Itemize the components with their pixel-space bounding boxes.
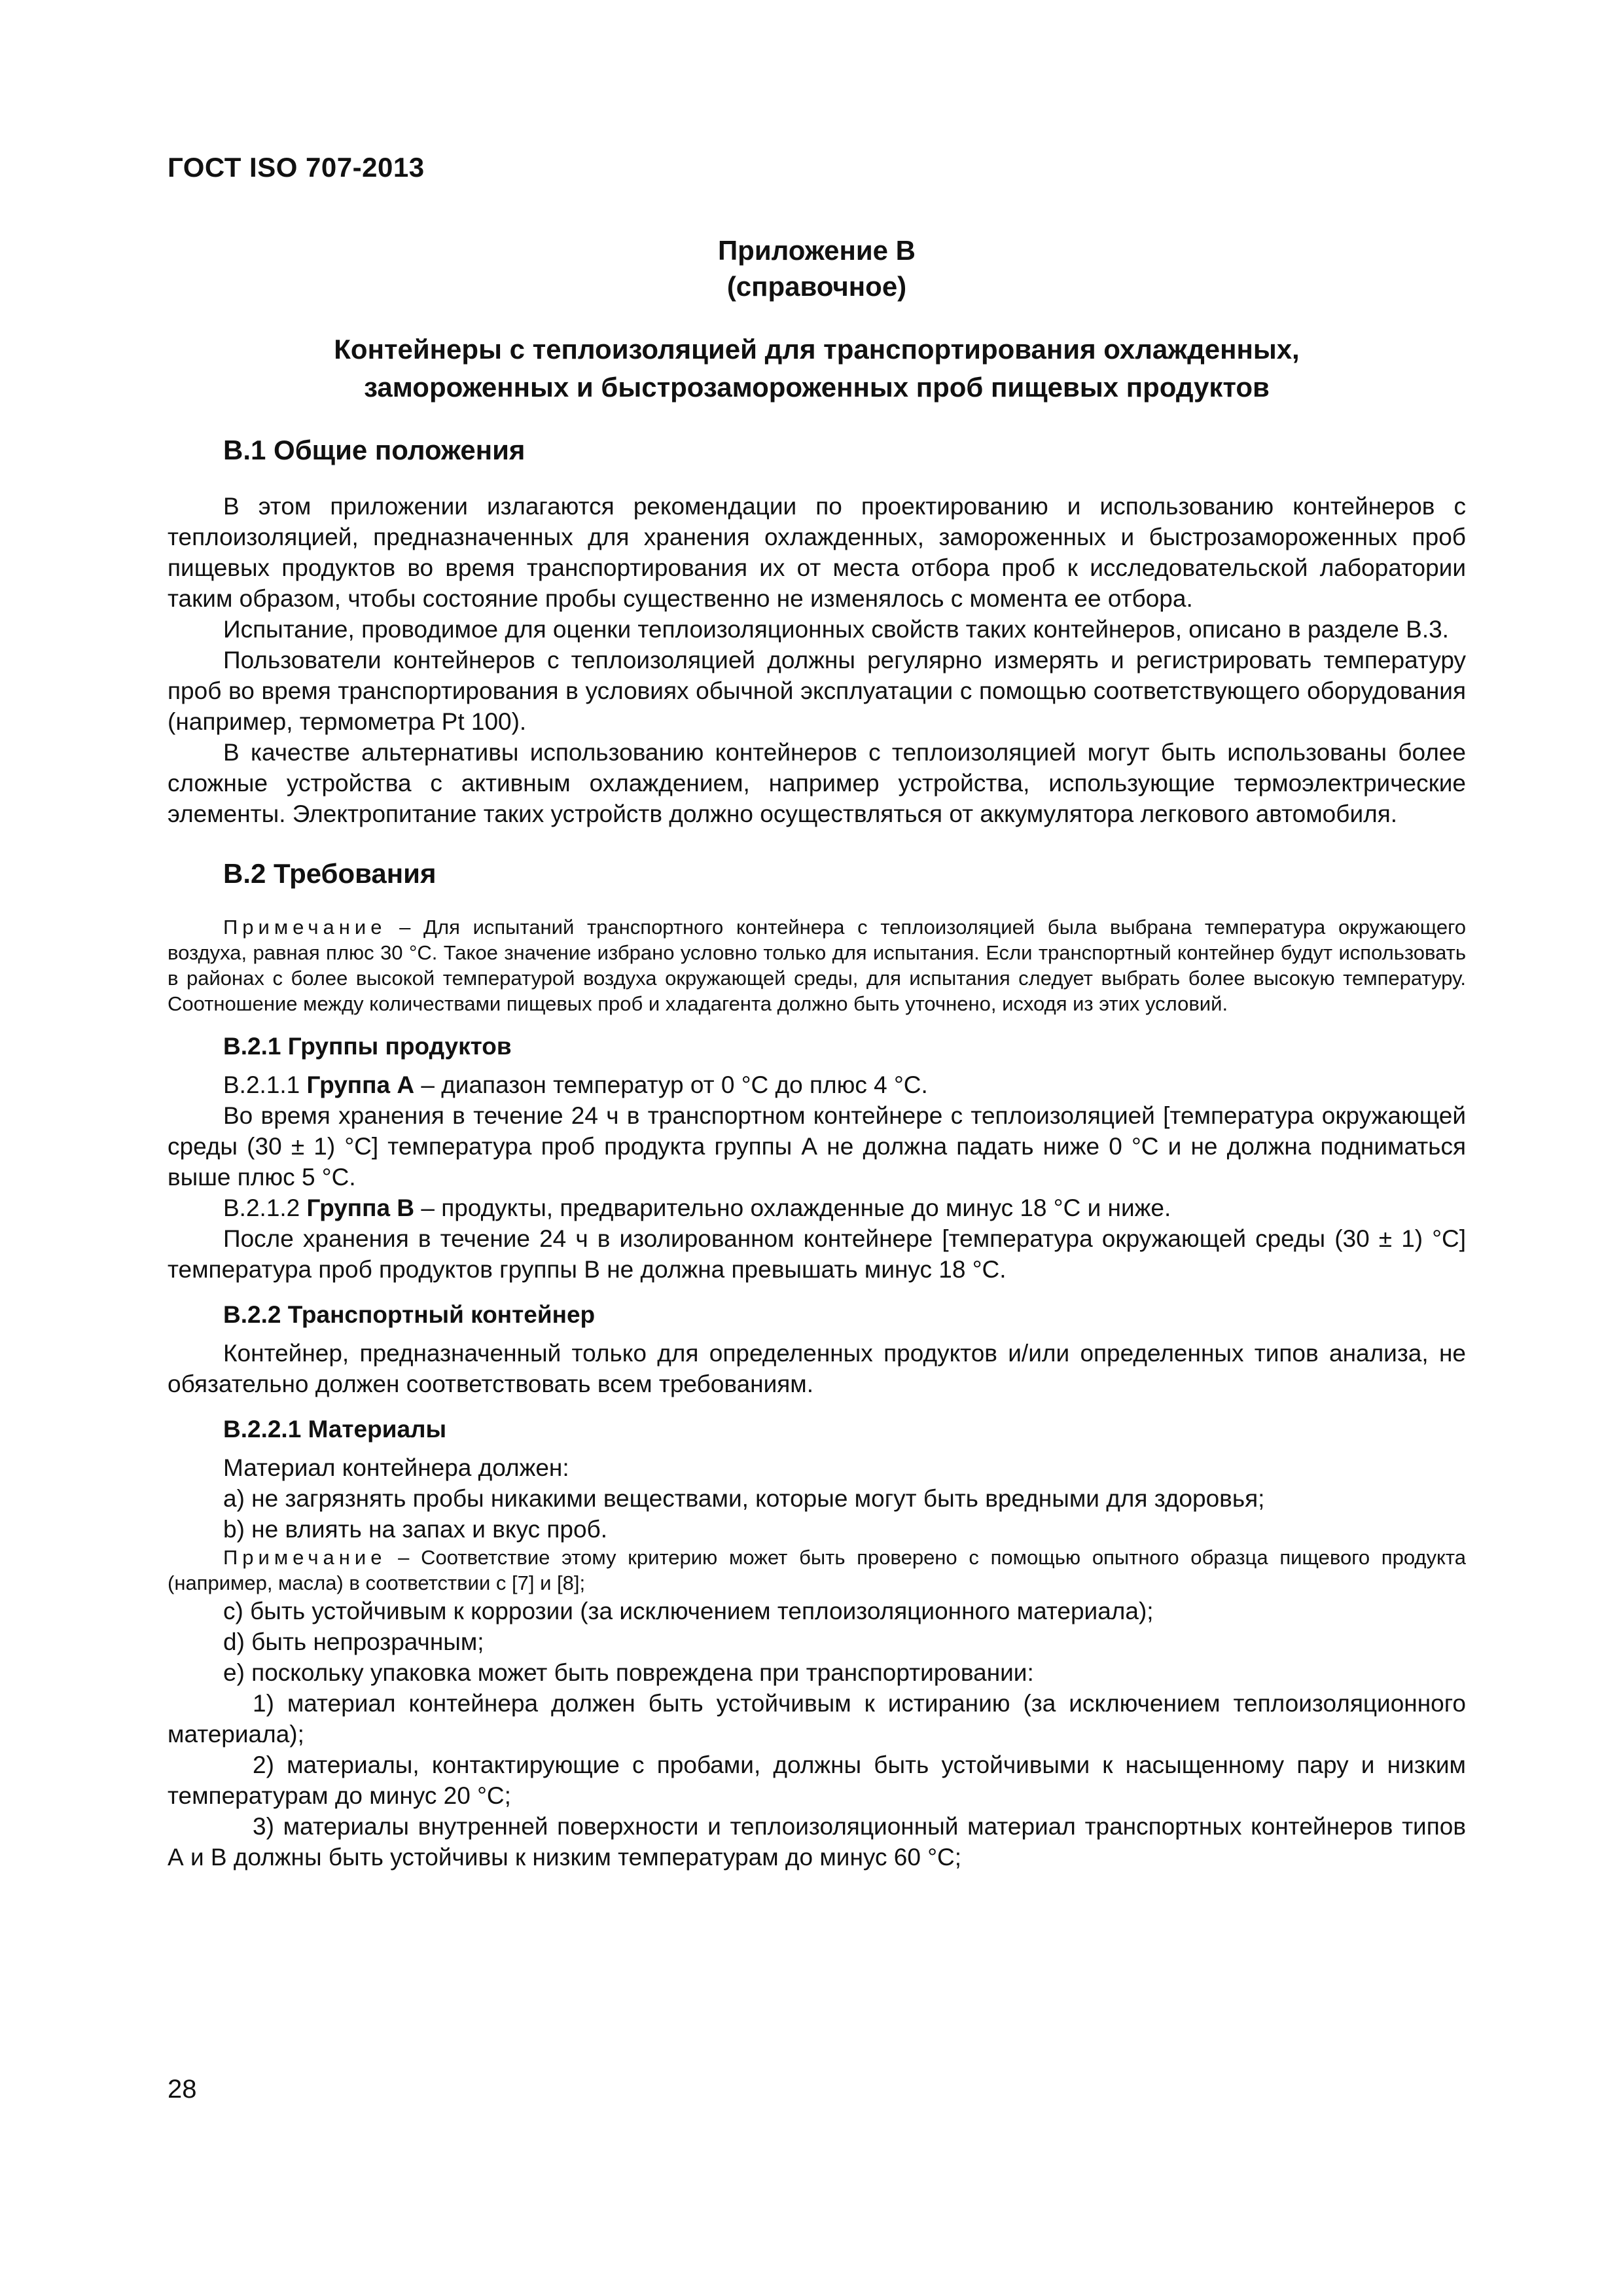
sub-item-1: 1) материал контейнера должен быть устойчивым к истиранию (за исключением теплоизоляционного материала); (168, 1690, 1466, 1748)
page-number: 28 (168, 2075, 197, 2104)
note-label: Примечание (223, 916, 387, 939)
note-text: – Для испытаний транспортного контейнера с теплоизоляцией была выбрана температура окружающего воздуха, равная плюс 30 °С. Такое значение избрано условно только для испытания. Если транспортный контейнер будут использовать в районах с более высокой температурой воздуха окружающей среды, для испытания следует выбрать более высокую температуру. Соотношение между количествами пищевых проб и хладагента должно быть уточнено, исходя из этих условий. (168, 916, 1466, 1015)
clause-number: В.2.1.1 (223, 1071, 307, 1098)
group-label: Группа А (306, 1071, 415, 1098)
section-heading-b2: В.2 Требования (223, 858, 437, 889)
clause-b211 (168, 1069, 1466, 1100)
list-item-d: d) быть непрозрачным; (223, 1628, 484, 1655)
note-label: Примечание (223, 1546, 387, 1569)
note (168, 1545, 1466, 1596)
section-heading-b221: В.2.2.1 Материалы (223, 1416, 447, 1443)
note (168, 914, 1466, 1016)
note-text: – Соответствие этому критерию может быть проверено с помощью опытного образца пищевого продукта (например, масла) в соответствии с [7] и [8]; (168, 1546, 1466, 1594)
list-item-a: а) не загрязнять пробы никакими веществами, которые могут быть вредными для здоровья; (223, 1485, 1265, 1512)
section-heading-b21: В.2.1 Группы продуктов (223, 1033, 512, 1060)
list-item-c: с) быть устойчивым к коррозии (за исключением теплоизоляционного материала); (223, 1598, 1154, 1624)
annex-label-block (168, 232, 1466, 304)
paragraph: Во время хранения в течение 24 ч в транспортном контейнере с теплоизоляцией [температура окружающей среды (30 ± 1) °С] температура проб продукта группы А не должна падать ниже 0 °С и не должна подниматься выше плюс 5 °С. (168, 1102, 1466, 1191)
clause-text: – продукты, предварительно охлажденные до минус 18 °С и ниже. (414, 1194, 1171, 1221)
paragraph: Контейнер, предназначенный только для определенных продуктов и/или определенных типов анализа, не обязательно должен соответствовать всем требованиям. (168, 1340, 1466, 1397)
section-heading-b22: В.2.2 Транспортный контейнер (223, 1301, 596, 1328)
annex-label: Приложение В (717, 235, 916, 266)
section-heading-b1: В.1 Общие положения (223, 435, 526, 465)
annex-type: (справочное) (726, 271, 907, 302)
sub-item-2: 2) материалы, контактирующие с пробами, должны быть устойчивыми к насыщенному пару и низким температурам до минус 20 °С; (168, 1751, 1466, 1809)
paragraph: Пользователи контейнеров с теплоизоляцией должны регулярно измерять и регистрировать температуру проб во время транспортирования в условиях обычной эксплуатации с помощью соответствующего оборудования (например, термометра Pt 100). (168, 647, 1466, 735)
list-intro: Материал контейнера должен: (223, 1454, 569, 1481)
list-item-b: b) не влиять на запах и вкус проб. (223, 1516, 608, 1543)
standard-designation: ГОСТ ISO 707-2013 (168, 152, 425, 183)
paragraph: В качестве альтернативы использованию контейнеров с теплоизоляцией могут быть использованы более сложные устройства с активным охлаждением, например устройства, использующие термоэлектрические элементы. Электропитание таких устройств должно осуществляться от аккумулятора легкового автомобиля. (168, 739, 1466, 827)
group-label: Группа В (306, 1194, 415, 1221)
clause-number: В.2.1.2 (223, 1194, 307, 1221)
annex-title (168, 331, 1466, 406)
list-item-e: е) поскольку упаковка может быть повреждена при транспортировании: (223, 1659, 1034, 1686)
annex-title-line2: замороженных и быстрозамороженных проб пищевых продуктов (364, 372, 1270, 403)
document-body (168, 432, 1466, 1873)
paragraph: В этом приложении излагаются рекомендации по проектированию и использованию контейнеров с теплоизоляцией, предназначенных для хранения охлажденных, замороженных и быстрозамороженных проб пищевых продуктов во время транспортирования их от места отбора проб к исследовательской лаборатории таким образом, чтобы состояние пробы существенно не изменялось с момента ее отбора. (168, 493, 1466, 612)
annex-title-line1: Контейнеры с теплоизоляцией для транспортирования охлажденных, (334, 334, 1300, 365)
clause-text: – диапазон температур от 0 °С до плюс 4 °С. (414, 1071, 928, 1098)
sub-item-3: 3) материалы внутренней поверхности и теплоизоляционный материал транспортных контейнеров типов А и В должны быть устойчивы к низким температурам до минус 60 °С; (168, 1813, 1466, 1871)
paragraph: После хранения в течение 24 ч в изолированном контейнере [температура окружающей среды (30 ± 1) °С] температура проб продуктов группы В не должна превышать минус 18 °С. (168, 1225, 1466, 1283)
paragraph: Испытание, проводимое для оценки теплоизоляционных свойств таких контейнеров, описано в разделе В.3. (223, 616, 1449, 643)
clause-b212 (168, 1193, 1466, 1223)
